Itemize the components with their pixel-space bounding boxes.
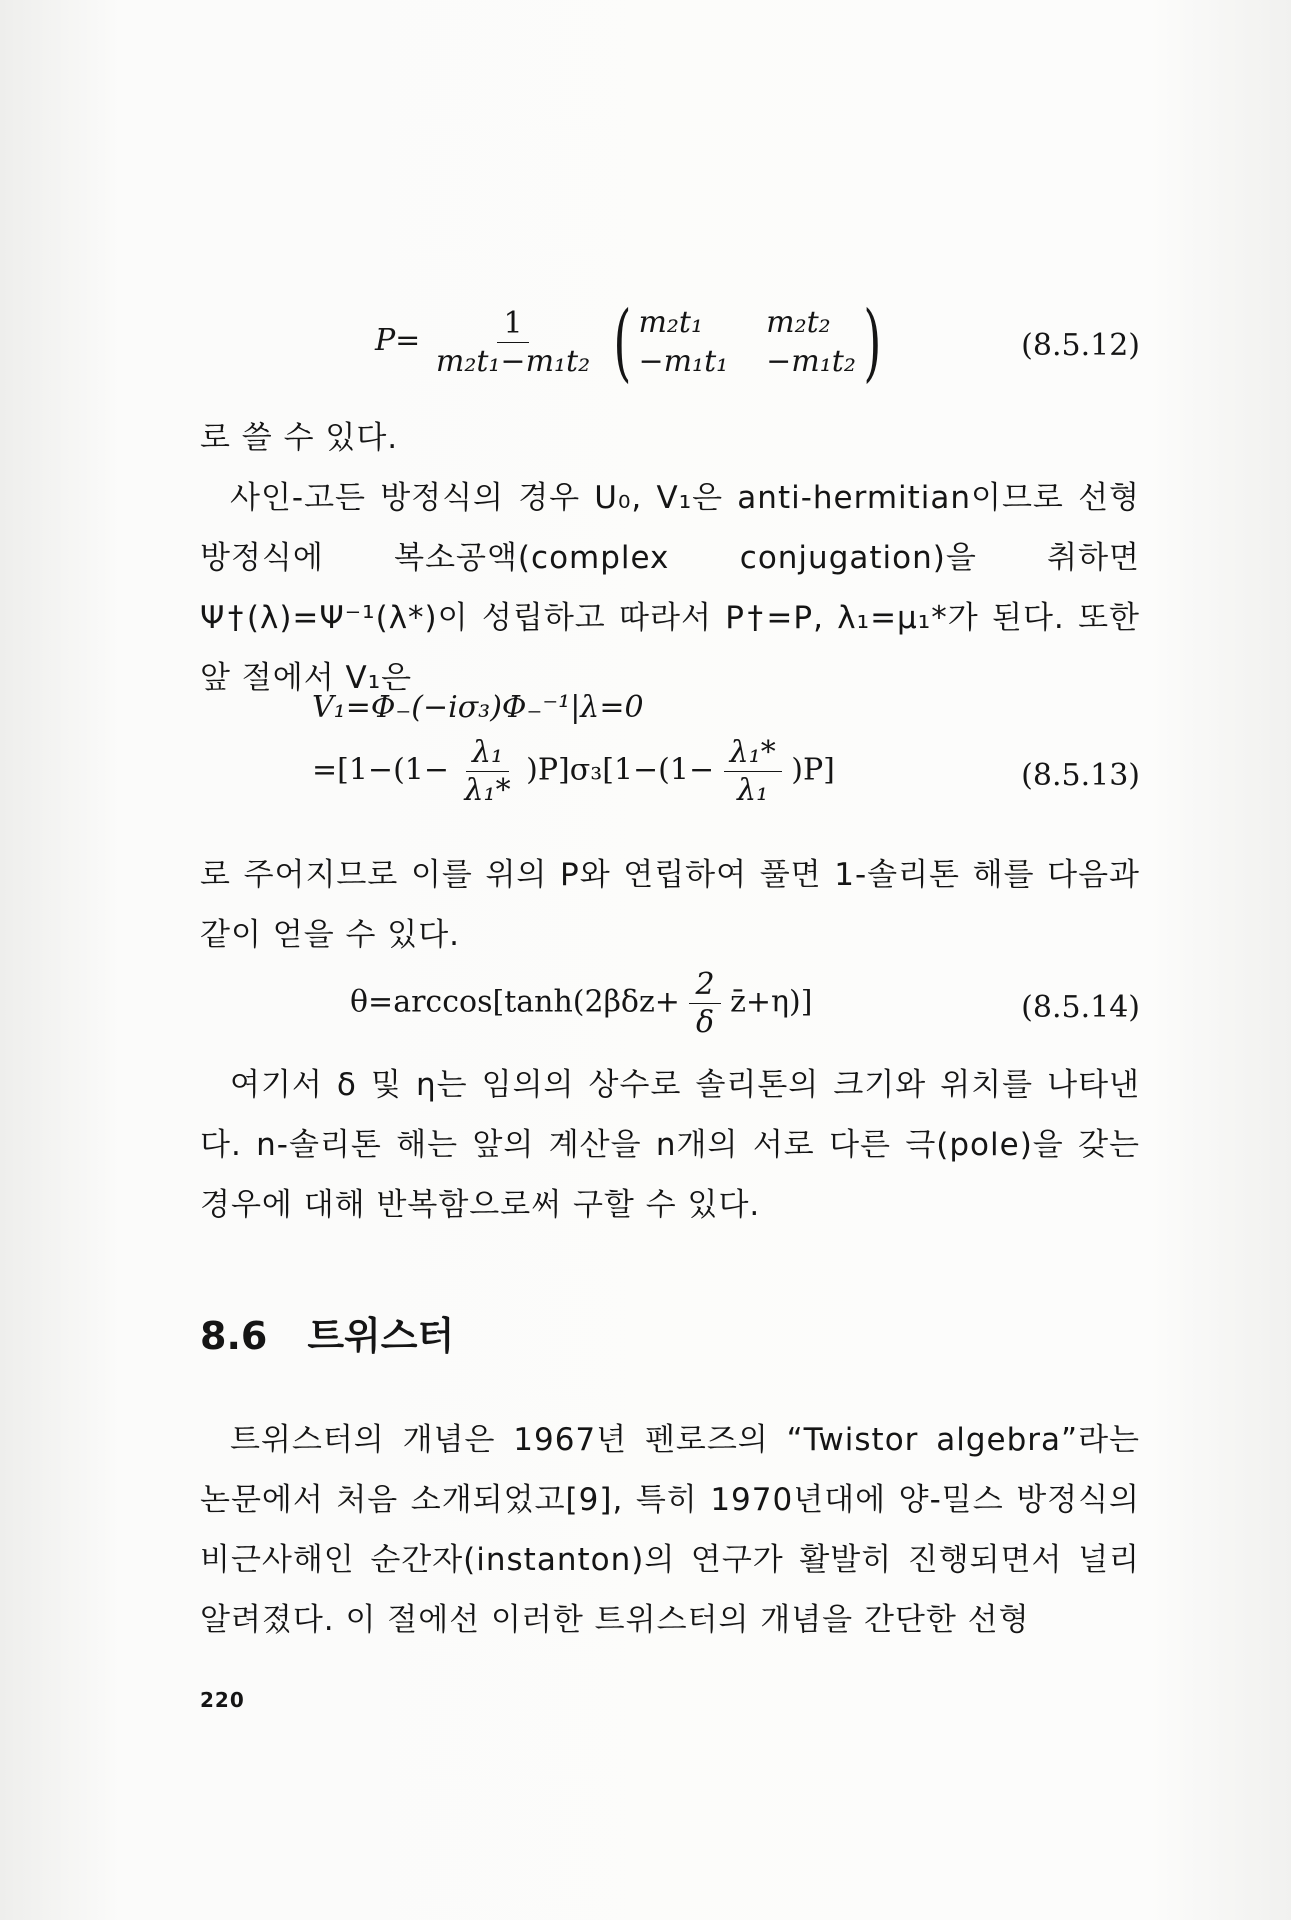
eq13-frac-den: λ₁* <box>464 773 511 808</box>
matrix-cell: −m₁t₁ <box>638 344 729 379</box>
eq12-frac-num: 1 <box>497 307 528 343</box>
right-paren: ) <box>863 293 882 391</box>
eq14-part: θ=arccos[tanh(2βδz+ <box>350 984 680 1020</box>
paragraph: 로 주어지므로 이를 위의 P와 연립하여 풀면 1-솔리톤 해를 다음과 같이 얻을 수 있다. <box>200 857 1140 953</box>
left-paren: ( <box>613 293 632 391</box>
equation-8-5-12 <box>375 293 1140 391</box>
matrix-cell: m₂t₂ <box>766 304 831 340</box>
matrix-cell: m₂t₁ <box>638 304 704 340</box>
eq14-fraction <box>689 968 720 1039</box>
equation-number: (8.5.12) <box>1021 328 1140 363</box>
equation-number: (8.5.14) <box>1021 990 1140 1025</box>
eq14-part: z̄+η)] <box>730 984 813 1020</box>
eq13-fraction <box>459 736 517 807</box>
eq12-matrix <box>606 293 889 391</box>
eq12-lhs: P= <box>375 323 421 358</box>
eq13-frac-num: λ₁* <box>724 736 782 772</box>
page-number: 220 <box>200 1688 245 1712</box>
eq13-frac-den: λ₁ <box>737 773 769 808</box>
section-title: 트위스터 <box>307 1314 455 1358</box>
eq13-line1: V₁=Φ₋(−iσ₃)Φ₋⁻¹|λ=0 <box>312 690 644 725</box>
eq13-frac-num: λ₁ <box>466 736 509 772</box>
eq12-fraction <box>430 307 596 378</box>
eq12-frac-den: m₂t₁−m₁t₂ <box>435 343 591 379</box>
equation-number: (8.5.13) <box>1021 758 1140 793</box>
paragraph: 트위스터의 개념은 1967년 펜로즈의 “Twistor algebra”라는 논문에서 처음 소개되었고[9], 특히 1970년대에 양-밀스 방정식의 비근사해인 순간자(instanton)의 연구가 활발히 진행되면서 널리 알려졌다. 이 절에선 이러한 트위스터의 개념을 간단한 선형 <box>200 1422 1140 1638</box>
eq14-frac-num: 2 <box>689 968 720 1004</box>
paragraph: 사인-고든 방정식의 경우 U₀, V₁은 anti-hermitian이므로 선형 방정식에 복소공액(complex conjugation)을 취하면 Ψ†(λ)=Ψ⁻¹(λ*)이 성립하고 따라서 P†=P, λ₁=μ₁*가 된다. 또한 앞 절에서 V₁은 <box>200 480 1140 696</box>
eq13-part: )P] <box>791 752 835 788</box>
eq13-line2 <box>312 736 835 807</box>
section-number: 8.6 <box>200 1314 268 1358</box>
section-heading <box>200 1305 454 1360</box>
paragraph: 로 쓸 수 있다. <box>200 420 399 456</box>
eq14-frac-den: δ <box>695 1005 715 1040</box>
matrix-cell: −m₁t₂ <box>766 344 856 379</box>
eq13-fraction <box>724 736 782 807</box>
equation-8-5-14 <box>350 968 1140 1039</box>
eq13-part: =[1−(1− <box>312 752 449 788</box>
eq13-part: )P]σ₃[1−(1− <box>526 752 715 788</box>
paragraph: 여기서 δ 및 η는 임의의 상수로 솔리톤의 크기와 위치를 나타낸다. n-솔리톤 해는 앞의 계산을 n개의 서로 다른 극(pole)을 갖는 경우에 대해 반복함으로써 구할 수 있다. <box>200 1067 1140 1223</box>
